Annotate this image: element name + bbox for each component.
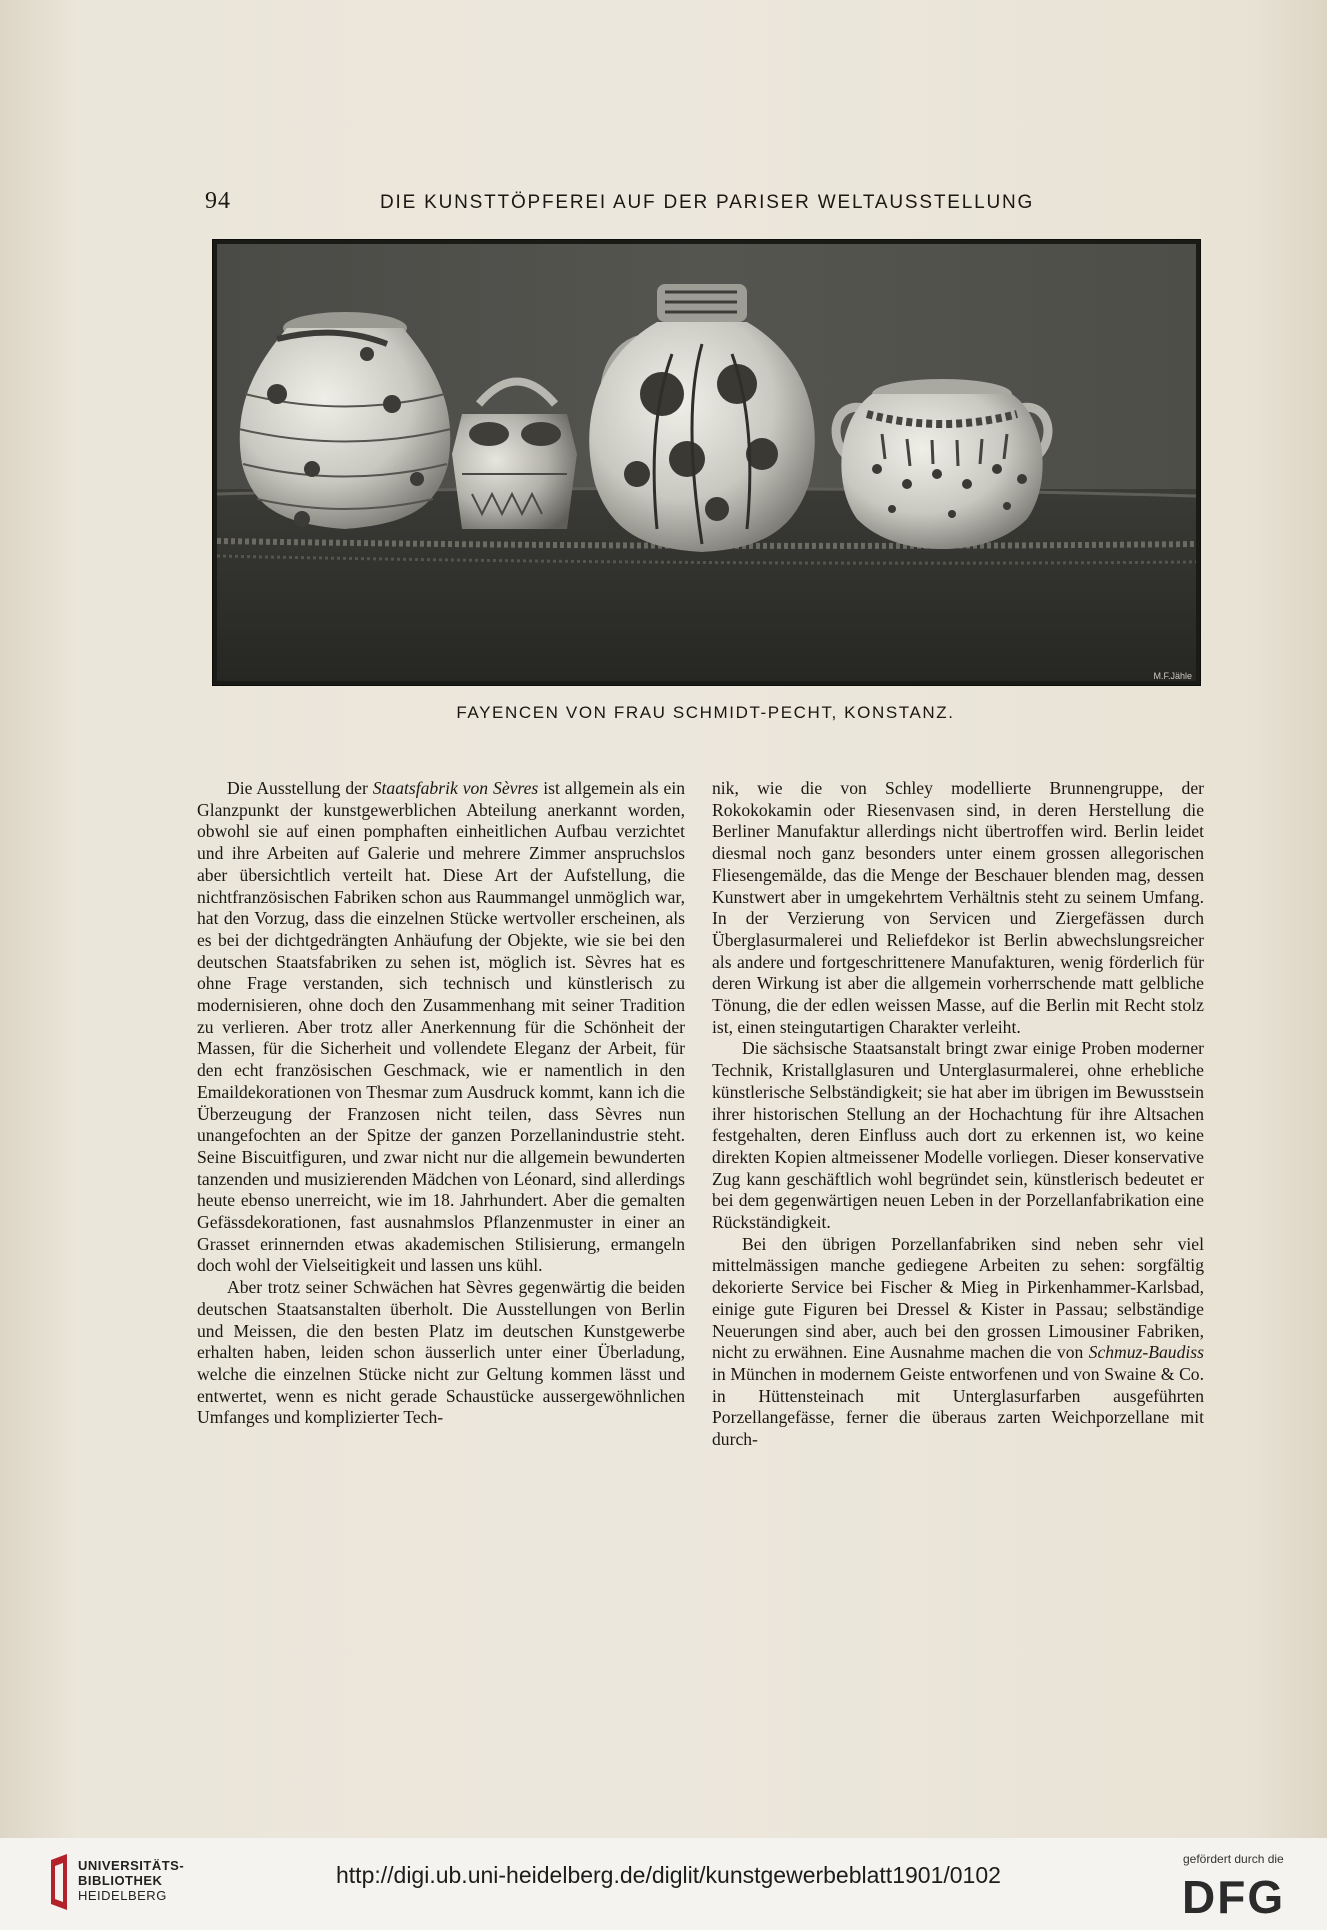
text-run: nik, wie die von Schley modellierte Brunnengruppe, der Rokokokamin oder Riesenvasen sind, in deren Herstellung die Berliner Manufaktur allerdings nicht übertroffen wird. Berlin leidet diesmal noch ganz besonders unter einem grossen allegorischen Fliesengemälde, das die Menge der Beschauer blenden mag, dessen Kunstwert aber in umgekehrtem Verhältnis steht zu seinem Umfang. In der Verzierung von Servicen und Ziergefässen durch Überglasurmalerei und Reliefdekor ist Berlin abwechslungsreicher als andere und fortgeschrittenere Manufakturen, wenig förderlich für deren Wirkung ist aber die allgemein vorherrschende matt gelbliche Tönung, die der edlen weissen Masse, auf die Berlin mit Recht stolz ist, einen steingutartigen Charakter verleiht. [712,778,1204,1037]
photographer-mark: M.F.Jähle [1153,671,1192,681]
library-name [78,1858,184,1903]
running-title: DIE KUNSTTÖPFEREI AUF DER PARISER WELTAUSSTELLUNG [380,192,1035,213]
dfg-logo-icon [1180,1871,1305,1919]
figure-plate [212,239,1201,686]
paragraph [197,778,685,1277]
emphasis-sevres: Staatsfabrik von Sèvres [372,778,539,798]
library-line: HEIDELBERG [78,1888,167,1903]
library-line: UNIVERSITÄTS- [78,1858,185,1873]
permalink-url[interactable]: http://digi.ub.uni-heidelberg.de/diglit/kunstgewerbeblatt1901/0102 [336,1862,1001,1888]
text-run: Aber trotz seiner Schwächen hat Sèvres gegenwärtig die beiden deutschen Staatsanstalten überholt. Die Ausstellungen von Berlin und Meissen, die den besten Platz im deutschen Kunstgewerbe erhalten haben, leiden schon äusserlich unter einer Überladung, welche die einzelnen Stücke nicht zur Geltung kommen lässt und entwertet, wenn es nicht gerade Schaustücke aussergewöhnlichen Umfanges und komplizierter Tech- [197,1277,685,1428]
funding-note: gefördert durch die [1183,1852,1284,1866]
figure-caption: FAYENCEN VON FRAU SCHMIDT-PECHT, KONSTANZ. [456,703,955,722]
text-column-right [712,778,1204,1451]
text-run: ist allgemein als ein Glanzpunkt der kunstgewerblichen Abteilung anerkannt worden, obwohl sie auf einen pomphaften einheitlichen Aufbau verzichtet und ihre Arbeiten auf Galerie und mehrere Zimmer anspruchslos aber übersichtlich verteilt hat. Diese Art der Aufstellung, die nichtfranzösischen Fabriken schon aus Raummangel unmöglich war, hat den Vorzug, dass die einzelnen Stücke wertvoller erscheinen, als es bei der dichtgedrängten Anhäufung der Objekte, wie sie bei den deutschen Staatsfabriken zu sehen ist, möglich ist. Sèvres hat es ohne Frage verstanden, sich technisch und künstlerisch zu modernisieren, ohne doch den Zusammenhang mit seiner Tradition zu verlieren. Aber trotz aller Anerkennung für die Schönheit der Massen, für die Sicherheit und vollendete Eleganz der Arbeit, für den echt französischen Geschmack, wie er namentlich in den Emaildekorationen von Thesmar zum Ausdruck kommt, kann ich die Überzeugung der Franzosen nicht teilen, dass Sèvres nun unangefochten an der Spitze der ganzen Porzellanindustrie steht. Seine Biscuitfiguren, und zwar nicht nur die allgemein bewunderten tanzenden und musizierenden Mädchen von Léonard, sind allerdings heute ebenso unerreicht, wie im 18. Jahrhundert. Aber die gemalten Gefässdekorationen, fast ausnahmslos Pflanzenmuster in einer an Grasset erinnernden etwas akademischen Stilisierung, ermangeln doch wohl der Vielseitigkeit und lassen uns kühl. [197,778,686,1276]
paragraph [197,1277,685,1429]
text-run: in München in modernem Geiste entworfenen und von Swaine & Co. in Hüttensteinach mit Unterglasurfarben ausgeführten Porzellangefässe, ferner die überaus zarten Weichporzellane mit durch- [712,1363,1204,1450]
page-header [205,188,1045,228]
dfg-logo-text: DFG [1182,1871,1286,1919]
text-run: Die Ausstellung der [227,778,373,798]
text-run: Bei den übrigen Porzellanfabriken sind neben sehr viel mittelmässigen manche gediegene Arbeiten zu sehen: sorgfältig dekorierte Service bei Fischer & Mieg in Pirkenhammer-Karlsbad, einige gute Figuren bei Dressel & Kister in Passau; selbständige Neuerungen sind aber, auch bei den grossen Limousiner Fabriken, nicht zu erwähnen. Eine Ausnahme machen die von [712,1233,1204,1363]
paragraph [712,1234,1204,1451]
library-line: BIBLIOTHEK [78,1873,163,1888]
paragraph [712,1038,1204,1233]
paragraph [712,778,1204,1038]
digitization-footer [0,1838,1327,1930]
emphasis-schmuz-baudiss: Schmuz-Baudiss [1088,1342,1204,1363]
text-column-left [197,778,685,1429]
text-run: Die sächsische Staatsanstalt bringt zwar einige Proben moderner Technik, Kristallglasuren und Unterglasurmalerei, ohne erhebliche künstlerische Selbständigkeit; sie hat aber im übrigen im Bewusstsein ihrer historischen Stellung an der Hochachtung für ihre Altsachen festgehalten, deren Einfluss auch dort zu erkennen ist, wo keine direkten Kopien altmeissener Modelle vorliegen. Dieser konservative Zug kann geschäftlich wohl begründet sein, künstlerisch bedeutet er bei dem gegenwärtigen neuen Leben in der Porzellanfabrikation eine Rückständigkeit. [712,1038,1204,1233]
faience-photograph [217,244,1196,681]
page-number: 94 [205,188,231,214]
